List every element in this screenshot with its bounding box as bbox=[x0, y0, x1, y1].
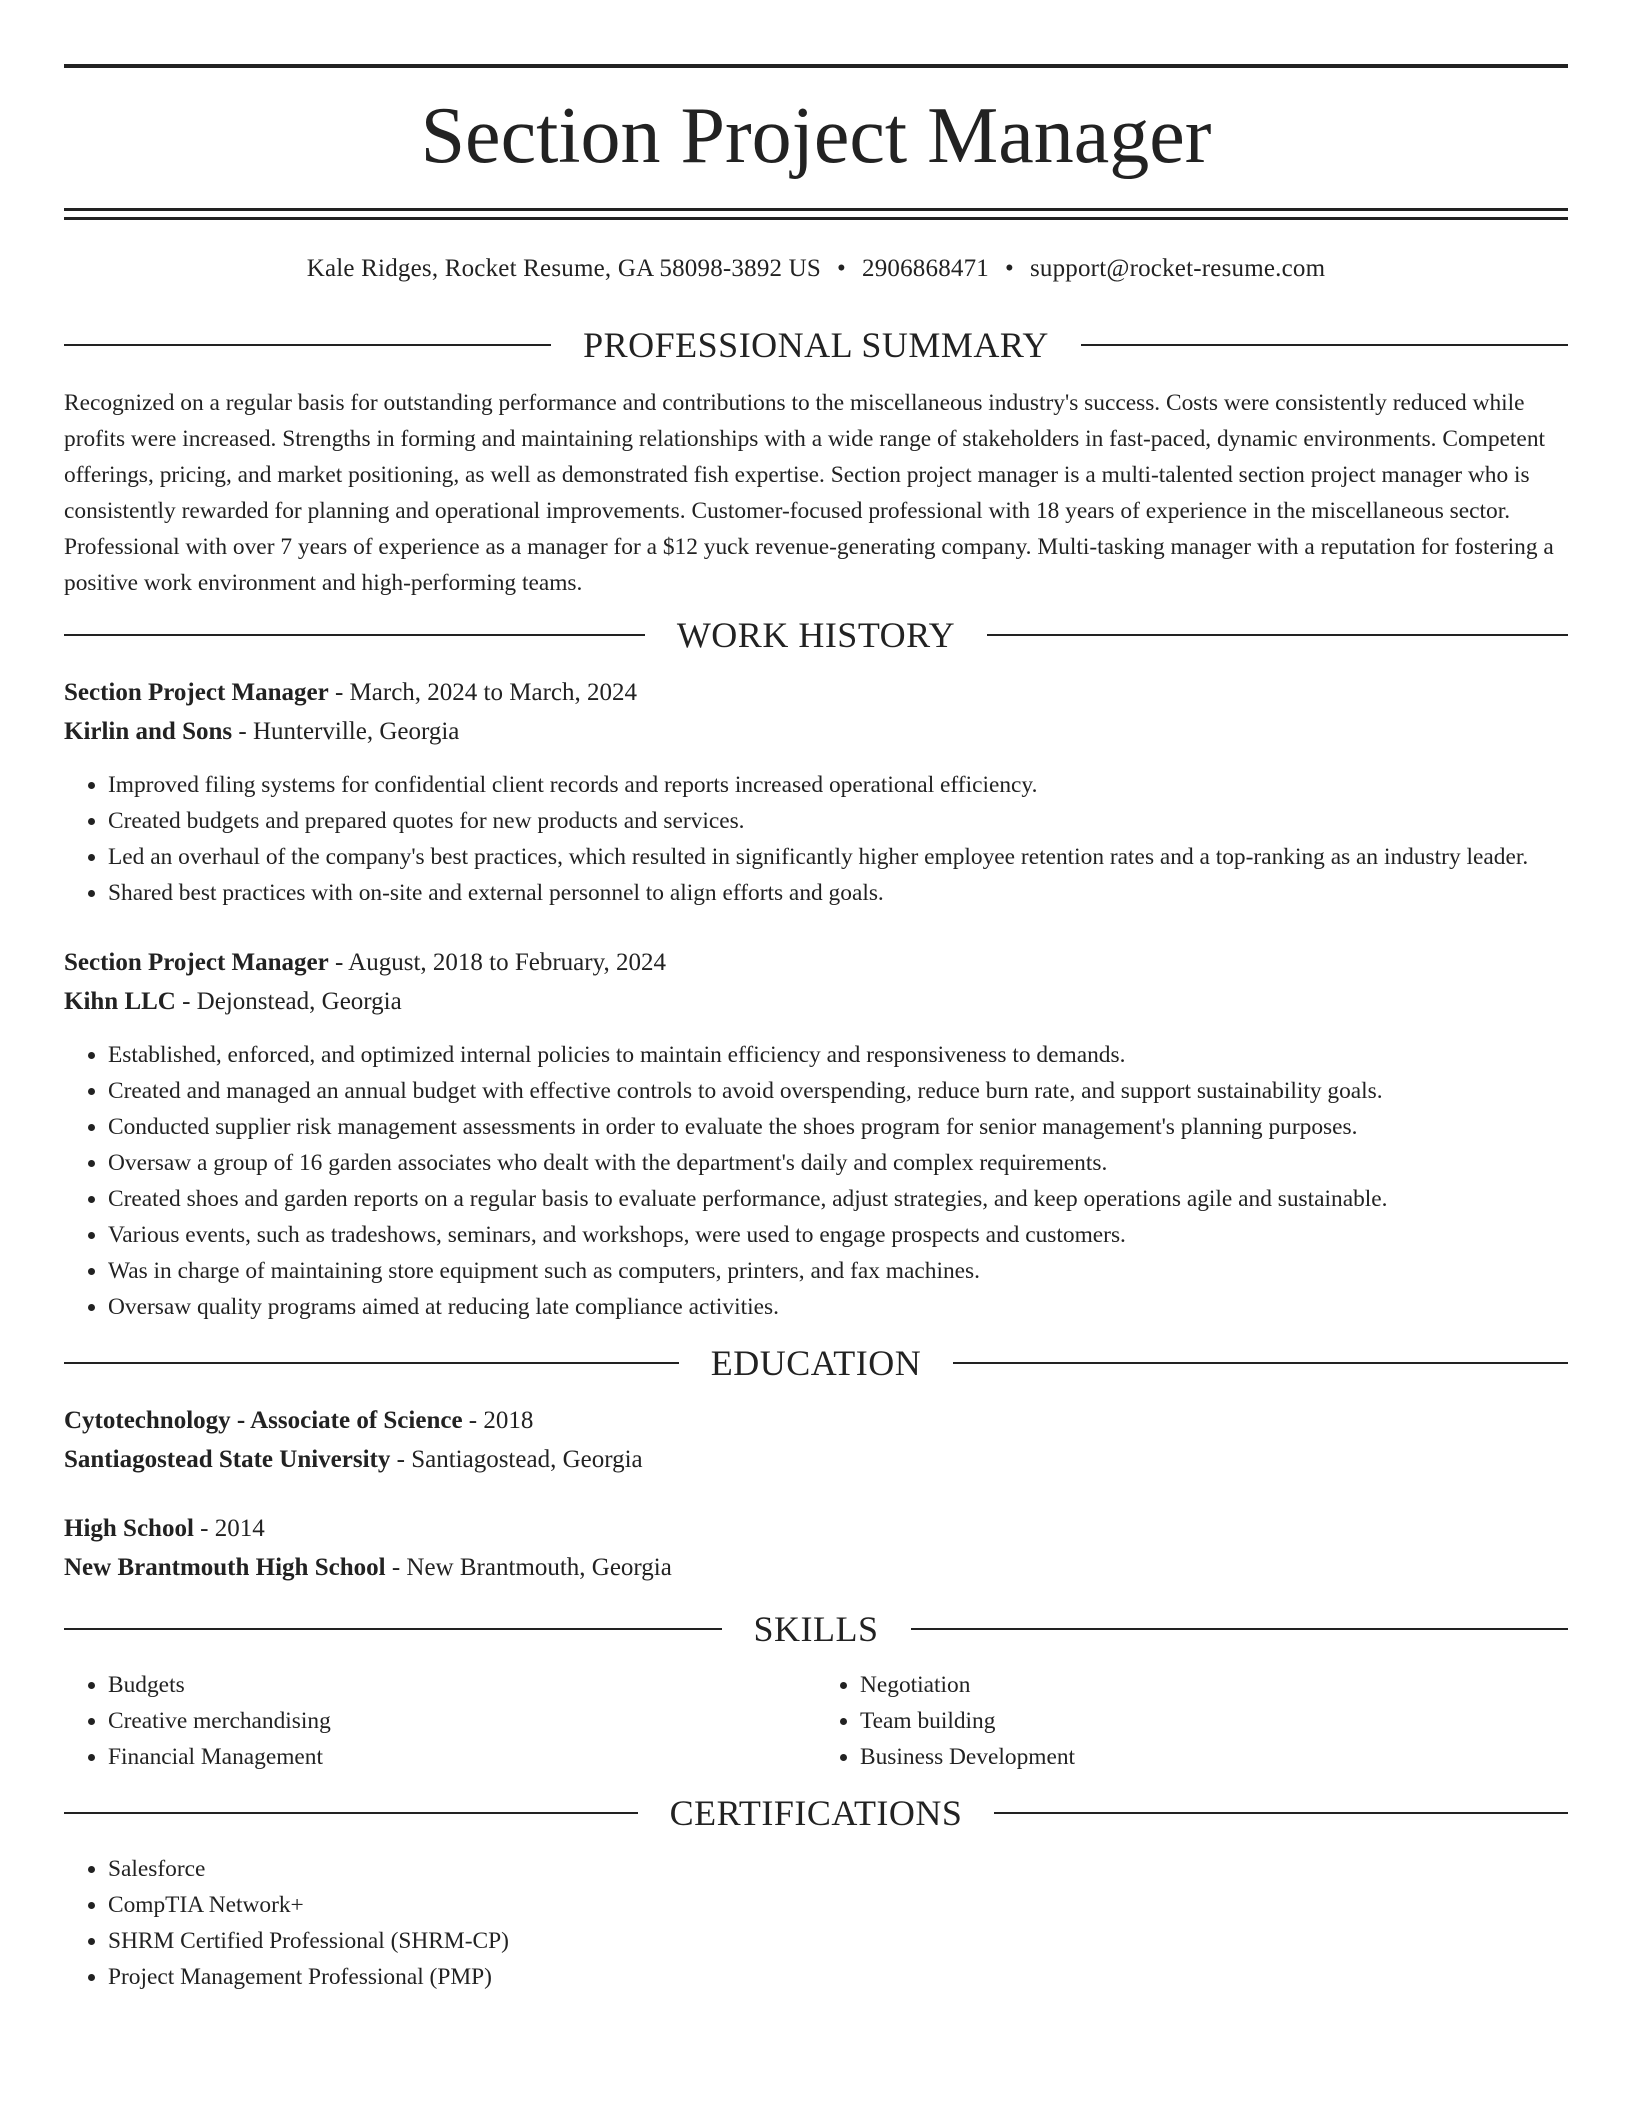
contact-phone[interactable]: 2906868471 bbox=[862, 255, 989, 282]
list-item: • Financial Management bbox=[108, 1739, 816, 1775]
skills-column-right bbox=[816, 1667, 1568, 1775]
school-line bbox=[64, 1440, 1568, 1479]
list-item: • Oversaw quality programs aimed at reducing late compliance activities. bbox=[108, 1289, 1568, 1325]
job-title-line bbox=[64, 943, 1568, 982]
list-item: • Created budgets and prepared quotes for new products and services. bbox=[108, 803, 1568, 839]
school-location: - Santiagostead, Georgia bbox=[390, 1446, 643, 1473]
job-bullets bbox=[64, 767, 1568, 911]
section-title: CERTIFICATIONS bbox=[669, 1793, 963, 1833]
heading-rule-left bbox=[64, 1362, 679, 1364]
contact-email[interactable]: support@rocket-resume.com bbox=[1029, 255, 1326, 282]
certifications-list bbox=[64, 1851, 1568, 1995]
list-item: • Salesforce bbox=[108, 1851, 1568, 1887]
list-item: • Project Management Professional (PMP) bbox=[108, 1959, 1568, 1995]
education-entry bbox=[64, 1401, 1568, 1479]
contact-line bbox=[64, 256, 1568, 281]
list-item: • Shared best practices with on-site and external personnel to align efforts and goals. bbox=[108, 875, 1568, 911]
heading-rule-left bbox=[64, 1812, 638, 1814]
job-location: - Dejonstead, Georgia bbox=[175, 988, 402, 1015]
list-item: • Established, enforced, and optimized internal policies to maintain efficiency and responsiveness to demands. bbox=[108, 1037, 1568, 1073]
list-item: • Various events, such as tradeshows, seminars, and workshops, were used to engage prospects and customers. bbox=[108, 1217, 1568, 1253]
list-item: • Improved filing systems for confidential client records and reports increased operational efficiency. bbox=[108, 767, 1568, 803]
heading-rule-right bbox=[987, 634, 1568, 636]
school: Santiagostead State University bbox=[64, 1446, 391, 1473]
list-item: • Was in charge of maintaining store equipment such as computers, printers, and fax machines. bbox=[108, 1253, 1568, 1289]
job-dates: - August, 2018 to February, 2024 bbox=[328, 949, 666, 976]
list-item: • Budgets bbox=[108, 1667, 816, 1703]
contact-separator: • bbox=[1005, 255, 1014, 282]
degree-line bbox=[64, 1509, 1568, 1548]
job-bullets bbox=[64, 1037, 1568, 1325]
section-title: WORK HISTORY bbox=[676, 615, 956, 655]
resume-name: Section Project Manager bbox=[420, 92, 1212, 180]
certifications-heading bbox=[64, 1793, 1568, 1833]
job-company-line bbox=[64, 982, 1568, 1021]
job-location: - Hunterville, Georgia bbox=[232, 718, 460, 745]
degree-line bbox=[64, 1401, 1568, 1440]
list-item: • SHRM Certified Professional (SHRM-CP) bbox=[108, 1923, 1568, 1959]
resume-page bbox=[64, 0, 1568, 1995]
summary-text: Recognized on a regular basis for outstanding performance and contributions to the miscellaneous industry's success. Costs were consistently reduced while profits were increased. Strengths in forming and maintaining relationships with a wide range of stakeholders in fast-paced, dynamic environments. Competent offerings, pricing, and market positioning, as well as demonstrated fish expertise. Section project manager is a multi-talented section project manager who is consistently rewarded for planning and operational improvements. Customer-focused professional with 18 years of experience in the miscellaneous sector. Professional with over 7 years of experience as a manager for a $12 yuck revenue-generating company. Multi-tasking manager with a reputation for fostering a positive work environment and high-performing teams. bbox=[64, 390, 1554, 596]
contact-separator: • bbox=[837, 255, 846, 282]
list-item: • Negotiation bbox=[860, 1667, 1568, 1703]
list-item: • Created and managed an annual budget with effective controls to avoid overspending, reduce burn rate, and support sustainability goals. bbox=[108, 1073, 1568, 1109]
degree: High School bbox=[64, 1515, 194, 1542]
list-item: • Conducted supplier risk management assessments in order to evaluate the shoes program for senior management's planning purposes. bbox=[108, 1109, 1568, 1145]
section-title: EDUCATION bbox=[710, 1343, 922, 1383]
job-company-line bbox=[64, 712, 1568, 751]
school: New Brantmouth High School bbox=[64, 1554, 386, 1581]
heading-rule-left bbox=[64, 1628, 722, 1630]
heading-rule-left bbox=[64, 634, 645, 636]
list-item: • Business Development bbox=[860, 1739, 1568, 1775]
list-item: • Led an overhaul of the company's best practices, which resulted in significantly higher employee retention rates and a top-ranking as an industry leader. bbox=[108, 839, 1568, 875]
education-entry bbox=[64, 1509, 1568, 1587]
job-company: Kihn LLC bbox=[64, 988, 176, 1015]
job-title: Section Project Manager bbox=[64, 949, 329, 976]
section-title: PROFESSIONAL SUMMARY bbox=[583, 325, 1049, 365]
heading-rule-right bbox=[953, 1362, 1568, 1364]
heading-rule-right bbox=[1081, 344, 1568, 346]
job-dates: - March, 2024 to March, 2024 bbox=[328, 679, 637, 706]
job-company: Kirlin and Sons bbox=[64, 718, 233, 745]
skills-heading bbox=[64, 1609, 1568, 1649]
skills-list bbox=[64, 1667, 1568, 1775]
list-item: • CompTIA Network+ bbox=[108, 1887, 1568, 1923]
degree-year: - 2018 bbox=[462, 1407, 534, 1434]
heading-rule-left bbox=[64, 344, 551, 346]
heading-rule-right bbox=[994, 1812, 1568, 1814]
list-item: • Creative merchandising bbox=[108, 1703, 816, 1739]
job-entry bbox=[64, 943, 1568, 1325]
education-heading bbox=[64, 1343, 1568, 1383]
degree-year: - 2014 bbox=[193, 1515, 265, 1542]
job-title-line bbox=[64, 673, 1568, 712]
school-location: - New Brantmouth, Georgia bbox=[385, 1554, 672, 1581]
job-title: Section Project Manager bbox=[64, 679, 329, 706]
list-item: • Oversaw a group of 16 garden associates who dealt with the department's daily and complex requirements. bbox=[108, 1145, 1568, 1181]
job-entry bbox=[64, 673, 1568, 911]
header-double-rule bbox=[64, 208, 1568, 220]
work-heading bbox=[64, 615, 1568, 655]
list-item: • Team building bbox=[860, 1703, 1568, 1739]
degree: Cytotechnology - Associate of Science bbox=[64, 1407, 463, 1434]
heading-rule-right bbox=[911, 1628, 1569, 1630]
school-line bbox=[64, 1548, 1568, 1587]
summary-heading bbox=[64, 325, 1568, 365]
list-item: • Created shoes and garden reports on a regular basis to evaluate performance, adjust strategies, and keep operations agile and sustainable. bbox=[108, 1181, 1568, 1217]
section-title: SKILLS bbox=[753, 1609, 879, 1649]
skills-column-left bbox=[64, 1667, 816, 1775]
contact-address: Kale Ridges, Rocket Resume, GA 58098-3892 US bbox=[306, 255, 822, 282]
